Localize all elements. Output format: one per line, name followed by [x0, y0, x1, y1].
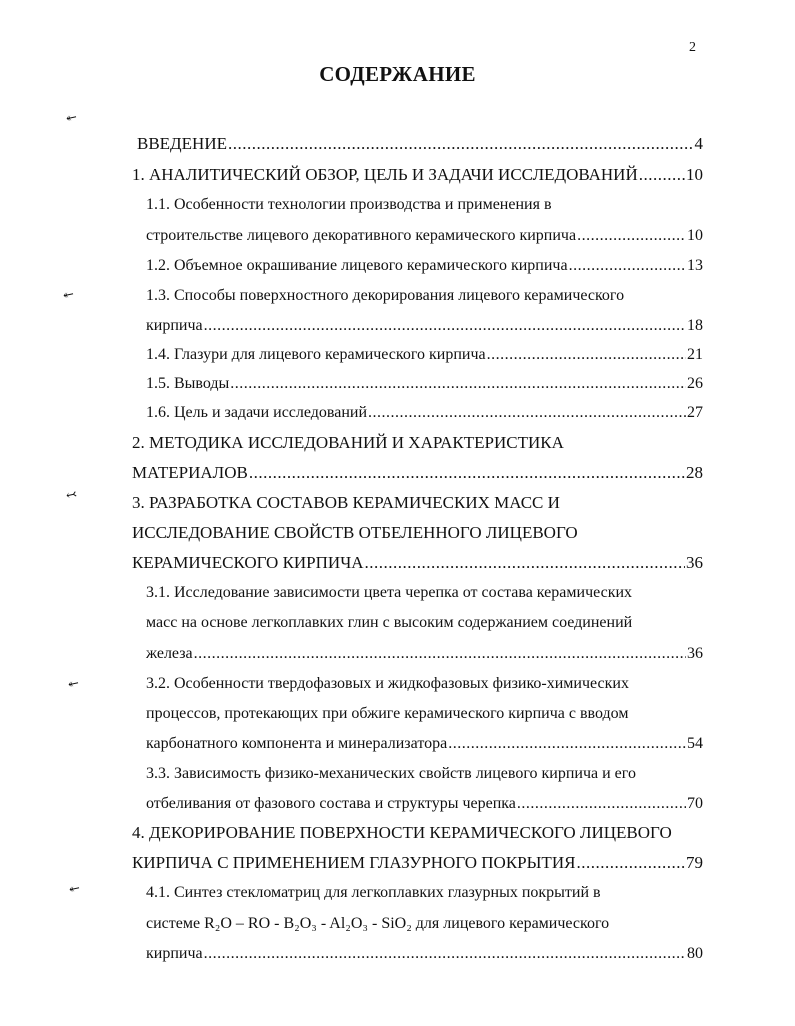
- toc-entry-text: 1.3. Способы поверхностного декорирования лицевого керамического: [146, 287, 625, 304]
- toc-entry-4-1-line-1: [146, 878, 703, 908]
- margin-mark-icon: ↞: [67, 880, 82, 897]
- toc-page-number: 21: [687, 346, 703, 363]
- toc-leader-dots: [204, 939, 686, 969]
- toc-entry-4-1-line-3: [146, 939, 703, 969]
- toc-entry-1-6: [146, 398, 703, 428]
- toc-entry-3-1-line-1: [146, 578, 703, 608]
- toc-entry-chapter-4-line-2: [132, 848, 703, 878]
- toc-entry-text: масс на основе легкоплавких глин с высоким содержанием соединений: [146, 614, 633, 631]
- toc-page-number: 27: [687, 404, 703, 421]
- toc-page-number: 54: [687, 735, 703, 752]
- toc-leader-dots: [249, 458, 685, 488]
- toc-leader-dots: [365, 548, 685, 578]
- toc-leader-dots: [368, 398, 686, 428]
- toc-entry-3-3-line-2: [146, 789, 703, 819]
- toc-entry-text: 1.4. Глазури для лицевого керамического кирпича: [146, 346, 486, 363]
- toc-entry-3-2-line-2: [146, 699, 703, 729]
- toc-page-number: 4: [694, 134, 703, 153]
- toc-entry-chapter-2-line-1: [132, 428, 703, 458]
- toc-entry-chapter-3-line-2: [132, 518, 703, 548]
- toc-entry-text: 1.2. Объемное окрашивание лицевого керамического кирпича: [146, 257, 568, 274]
- toc-entry-chapter-2-line-2: [132, 458, 703, 488]
- toc-entry-introduction: [137, 129, 703, 159]
- toc-leader-dots: [576, 848, 685, 878]
- toc-entry-text: 3.2. Особенности твердофазовых и жидкофазовых физико-химических: [146, 675, 629, 692]
- toc-entry-text: 4.1. Синтез стекломатриц для легкоплавких глазурных покрытий в: [146, 884, 601, 901]
- page-title: СОДЕРЖАНИЕ: [319, 62, 476, 86]
- toc-leader-dots: [230, 369, 686, 399]
- page-number: 2: [689, 40, 696, 55]
- toc-entry-text: 1.6. Цель и задачи исследований: [146, 404, 368, 421]
- toc-entry-text: 3.3. Зависимость физико-механических свойств лицевого кирпича и его: [146, 765, 636, 782]
- toc-page-number: 13: [687, 257, 703, 274]
- toc-leader-dots: [204, 311, 686, 341]
- toc-entry-text: железа: [146, 645, 193, 662]
- toc-entry-text: процессов, протекающих при обжиге керамического кирпича с вводом: [146, 705, 629, 722]
- toc-entry-3-1-line-2: [146, 608, 703, 638]
- toc-entry-text: 1. АНАЛИТИЧЕСКИЙ ОБЗОР, ЦЕЛЬ И ЗАДАЧИ ИССЛЕДОВАНИЙ: [132, 165, 638, 184]
- toc-entry-text: отбеливания от фазового состава и структуры черепка: [146, 795, 516, 812]
- toc-page-number: 36: [687, 645, 703, 662]
- toc-entry-text: 3. РАЗРАБОТКА СОСТАВОВ КЕРАМИЧЕСКИХ МАСС И: [132, 493, 560, 512]
- toc-page-number: 28: [686, 463, 703, 482]
- toc-entry-text: 1.5. Выводы: [146, 375, 230, 392]
- toc-page-number: 36: [686, 553, 703, 572]
- toc-entry-text: кирпича: [146, 317, 203, 334]
- toc-entry-text: 2. МЕТОДИКА ИССЛЕДОВАНИЙ И ХАРАКТЕРИСТИКА: [132, 433, 564, 452]
- toc-entry-text: КИРПИЧА С ПРИМЕНЕНИЕМ ГЛАЗУРНОГО ПОКРЫТИЯ: [132, 853, 576, 872]
- toc-entry-text: 3.1. Исследование зависимости цвета черепка от состава керамических: [146, 584, 633, 601]
- toc-entry-text: ВВЕДЕНИЕ: [137, 134, 227, 153]
- toc-page-number: 79: [686, 853, 703, 872]
- toc-page-number: 80: [687, 945, 703, 962]
- toc-page-number: 10: [687, 227, 703, 244]
- toc-entry-text: кирпича: [146, 945, 203, 962]
- toc-leader-dots: [639, 160, 685, 190]
- toc-entry-text: ИССЛЕДОВАНИЕ СВОЙСТВ ОТБЕЛЕННОГО ЛИЦЕВОГО: [132, 523, 578, 542]
- toc-entry-1-1-line-1: [146, 190, 703, 220]
- toc-page-number: 26: [687, 375, 703, 392]
- toc-leader-dots: [577, 221, 686, 251]
- margin-mark-icon: ↞: [64, 109, 79, 126]
- toc-page-number: 70: [687, 795, 703, 812]
- toc-entry-1-4: [146, 340, 703, 370]
- toc-leader-dots: [448, 729, 686, 759]
- toc-page-number: 10: [686, 165, 703, 184]
- toc-entry-chapter-1: [132, 160, 703, 190]
- toc-entry-text: карбонатного компонента и минерализатора: [146, 735, 448, 752]
- toc-entry-3-2-line-1: [146, 669, 703, 699]
- toc-entry-1-2: [146, 251, 703, 281]
- toc-entry-3-1-line-3: [146, 639, 703, 669]
- toc-entry-text: системе R₂O – RO - B₂O₃ - Al₂O₃ - SiO₂ для лицевого керамического: [146, 915, 610, 932]
- toc-entry-1-3-line-1: [146, 281, 703, 311]
- toc-entry-text: 1.1. Особенности технологии производства и применения в: [146, 196, 552, 213]
- toc-entry-text: строительстве лицевого декоративного керамического кирпича: [146, 227, 577, 244]
- margin-mark-icon: ↢: [64, 486, 79, 503]
- toc-entry-chapter-3-line-1: [132, 488, 703, 518]
- toc-entry-text: 4. ДЕКОРИРОВАНИЕ ПОВЕРХНОСТИ КЕРАМИЧЕСКОГО ЛИЦЕВОГО: [132, 823, 672, 842]
- toc-entry-3-2-line-3: [146, 729, 703, 759]
- toc-leader-dots: [194, 639, 686, 669]
- toc-leader-dots: [569, 251, 686, 281]
- toc-entry-1-1-line-2: [146, 221, 703, 251]
- toc-page-number: 18: [687, 317, 703, 334]
- toc-entry-text: МАТЕРИАЛОВ: [132, 463, 248, 482]
- margin-mark-icon: ↞: [66, 675, 81, 692]
- margin-mark-icon: ↞: [61, 286, 76, 303]
- toc-leader-dots: [228, 129, 694, 159]
- toc-entry-3-3-line-1: [146, 759, 703, 789]
- toc-entry-1-5: [146, 369, 703, 399]
- toc-entry-text: КЕРАМИЧЕСКОГО КИРПИЧА: [132, 553, 364, 572]
- toc-leader-dots: [517, 789, 686, 819]
- toc-entry-4-1-line-2: [146, 909, 703, 939]
- toc-leader-dots: [487, 340, 686, 370]
- toc-entry-chapter-3-line-3: [132, 548, 703, 578]
- toc-entry-chapter-4-line-1: [132, 818, 703, 848]
- toc-entry-1-3-line-2: [146, 311, 703, 341]
